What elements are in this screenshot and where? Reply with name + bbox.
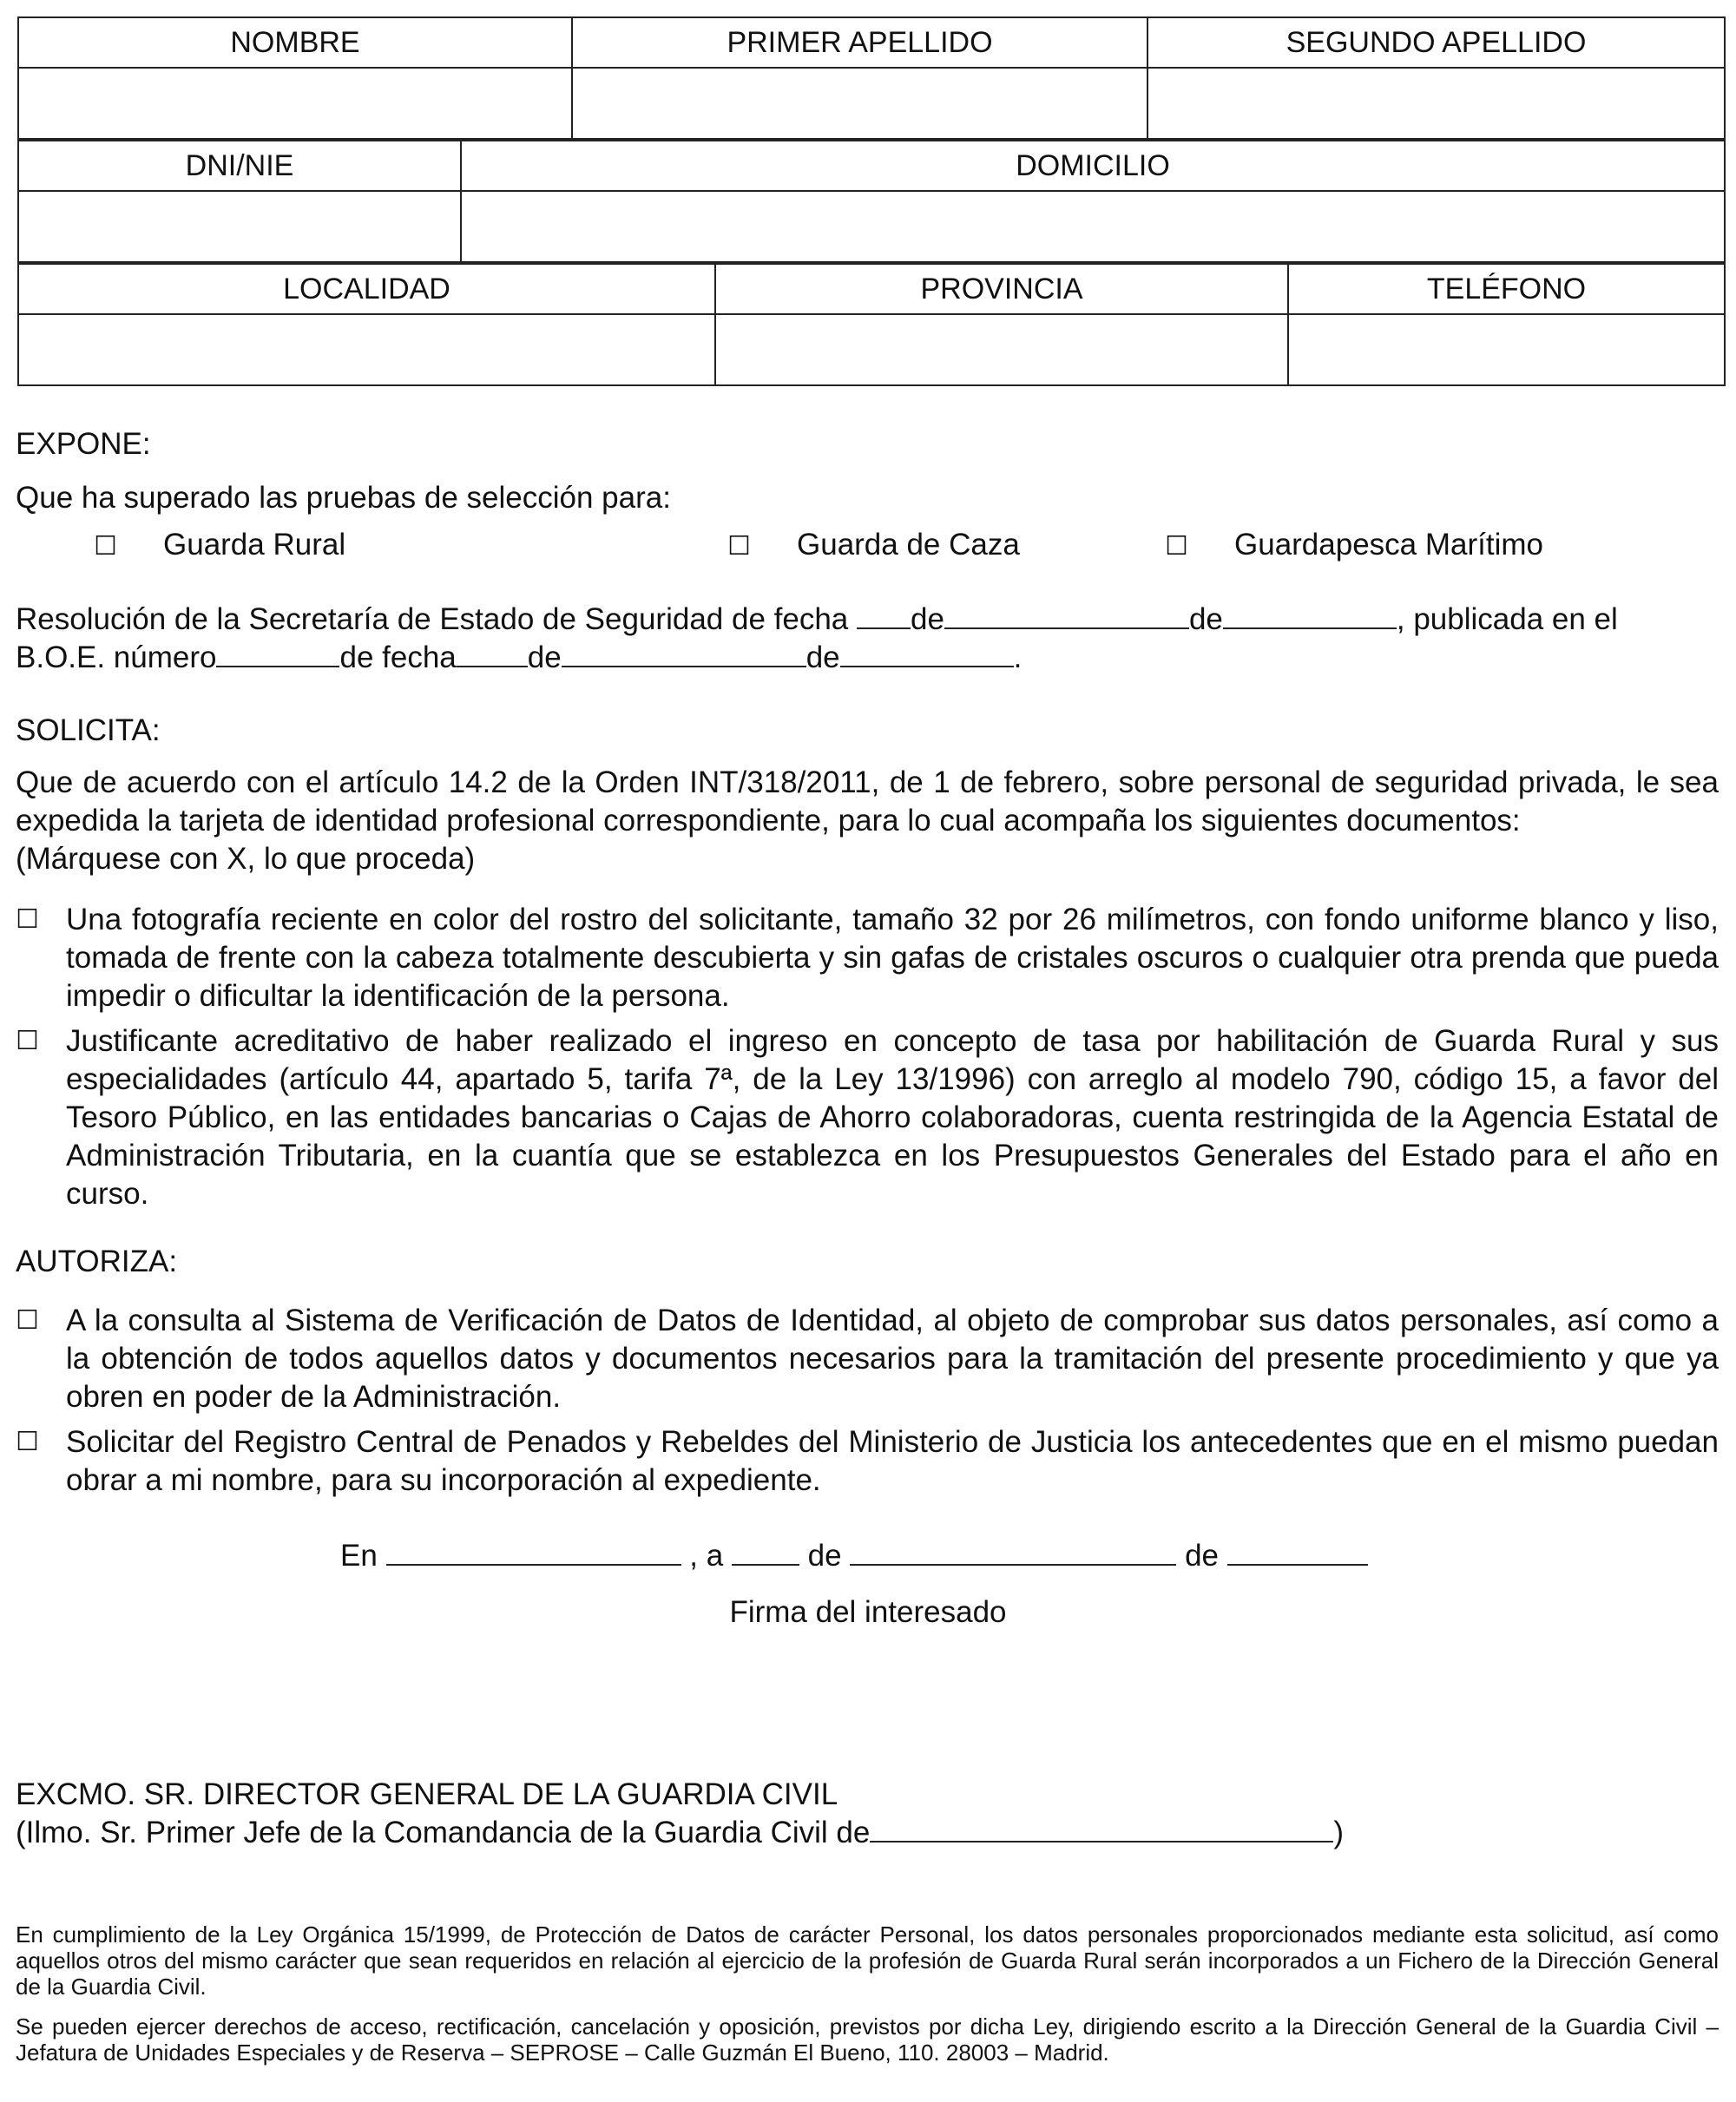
field-segundo-apellido[interactable]	[1147, 68, 1725, 139]
word-de: de	[806, 640, 840, 674]
blank-month[interactable]	[850, 1538, 1176, 1566]
label-segundo-apellido: SEGUNDO APELLIDO	[1147, 17, 1725, 68]
field-primer-apellido[interactable]	[572, 68, 1147, 139]
label-nombre: NOMBRE	[18, 17, 572, 68]
personal-data-table-row3	[17, 263, 1726, 386]
word-de: de	[911, 602, 944, 636]
firma-label: Firma del interesado	[729, 1595, 1007, 1629]
boe-label: B.O.E. número	[16, 640, 217, 674]
blank-comandancia[interactable]	[870, 1815, 1333, 1843]
resolution-line	[16, 601, 1719, 639]
field-nombre[interactable]	[18, 68, 572, 139]
personal-data-table-row2	[17, 140, 1726, 263]
label-dni-nie: DNI/NIE	[18, 141, 461, 191]
personal-data-table-row1	[17, 16, 1726, 140]
blank-month[interactable]	[944, 601, 1189, 629]
boe-line	[16, 639, 1022, 677]
field-telefono[interactable]	[1288, 314, 1725, 385]
footer-privacy: En cumplimiento de la Ley Orgánica 15/1999, de Protección de Datos de carácter Personal, los datos personales proporcionados mediante esta solicitud, así como aquellos otros del mismo carácter que sean requeridos en relación al ejercicio de la profesión de Guarda Rural serán incorporados a un Fichero de la Dirección General de la Guardia Civil.	[16, 1921, 1719, 2000]
blank-boe-month[interactable]	[562, 640, 806, 667]
place-date-line	[340, 1537, 1368, 1575]
option-guarda-de-caza[interactable]	[727, 526, 1020, 566]
doc-item-justificante[interactable]	[16, 1022, 1719, 1213]
addressee-line1: EXCMO. SR. DIRECTOR GENERAL DE LA GUARDIA CIVIL	[16, 1777, 838, 1811]
period: .	[1013, 640, 1023, 674]
expone-intro: Que ha superado las pruebas de selección para:	[16, 481, 671, 515]
checkbox-icon[interactable]: ☐	[1165, 531, 1188, 562]
doc-item-fotografia[interactable]	[16, 901, 1719, 1015]
field-localidad[interactable]	[18, 314, 715, 385]
auth-item-verificacion[interactable]	[16, 1302, 1719, 1416]
label-domicilio: DOMICILIO	[461, 141, 1725, 191]
word-de: de	[1185, 1539, 1220, 1573]
checkbox-icon[interactable]: ☐	[16, 1026, 39, 1056]
field-domicilio[interactable]	[461, 191, 1725, 262]
doc-item-text: Una fotografía reciente en color del rostro del solicitante, tamaño 32 por 26 milímetros, con fondo uniforme blanco y liso, tomada de frente con la cabeza totalmente descubierta y sin gafas de cristales oscuros o cualquier otra prenda que pueda impedir o dificultar la identificación de la persona.	[66, 903, 1719, 1013]
auth-item-text: A la consulta al Sistema de Verificación de Datos de Identidad, al objeto de comprobar sus datos personales, así como a la obtención de todos aquellos datos y documentos necesarios para la tramitación del presente procedimiento y que ya obren en poder de la Administración.	[66, 1304, 1719, 1414]
auth-item-penados[interactable]	[16, 1423, 1719, 1500]
blank-day[interactable]	[732, 1538, 799, 1566]
label-provincia: PROVINCIA	[715, 264, 1288, 314]
footer-rights: Se pueden ejercer derechos de acceso, rectificación, cancelación y oposición, previstos por dicha Ley, dirigiendo escrito a la Dirección General de la Guardia Civil – Jefatura de Unidades Especiales y de Reserva – SEPROSE – Calle Guzmán El Bueno, 110. 28003 – Madrid.	[16, 2013, 1719, 2066]
autoriza-heading: AUTORIZA:	[16, 1245, 178, 1278]
word-de: de	[1188, 602, 1223, 636]
option-guardapesca-maritimo[interactable]	[1165, 526, 1543, 566]
checkbox-icon[interactable]: ☐	[16, 1427, 39, 1457]
word-a: , a	[689, 1539, 724, 1573]
label-primer-apellido: PRIMER APELLIDO	[572, 17, 1147, 68]
addressee-line2	[16, 1814, 1344, 1852]
option-label: Guarda Rural	[163, 528, 346, 562]
closing-paren: )	[1333, 1816, 1344, 1849]
addressee-text: (Ilmo. Sr. Primer Jefe de la Comandancia de la Guardia Civil de	[16, 1816, 871, 1849]
field-dni-nie[interactable]	[18, 191, 461, 262]
blank-boe-number[interactable]	[216, 640, 339, 667]
solicita-note: (Márquese con X, lo que proceda)	[16, 842, 476, 876]
solicita-text: Que de acuerdo con el artículo 14.2 de la Orden INT/318/2011, de 1 de febrero, sobre personal de seguridad privada, le sea expedida la tarjeta de identidad profesional correspondiente, para lo cual acompaña los siguientes documentos:	[16, 765, 1719, 838]
word-de: de	[527, 640, 562, 674]
checkbox-icon[interactable]: ☐	[94, 531, 117, 562]
checkbox-icon[interactable]: ☐	[16, 1305, 39, 1336]
word-en: En	[340, 1539, 378, 1573]
option-label: Guarda de Caza	[797, 528, 1020, 562]
doc-item-text: Justificante acreditativo de haber realizado el ingreso en concepto de tasa por habilitación de Guarda Rural y sus especialidades (artículo 44, apartado 5, tarifa 7ª, de la Ley 13/1996) con arreglo al modelo 790, código 15, a favor del Tesoro Público, en las entidades bancarias o Cajas de Ahorro colaboradoras, cuenta restringida de la Agencia Estatal de Administración Tributaria, en la cuantía que se establezca en los Presupuestos Generales del Estado para el año en curso.	[66, 1024, 1719, 1211]
resolution-text: Resolución de la Secretaría de Estado de Seguridad de fecha	[16, 602, 849, 636]
field-provincia[interactable]	[715, 314, 1288, 385]
resolution-end: , publicada en el	[1396, 602, 1618, 636]
option-guarda-rural[interactable]	[94, 526, 345, 566]
label-telefono: TELÉFONO	[1288, 264, 1725, 314]
option-label: Guardapesca Marítimo	[1234, 528, 1543, 562]
blank-year[interactable]	[1227, 1538, 1368, 1566]
label-localidad: LOCALIDAD	[18, 264, 715, 314]
blank-boe-year[interactable]	[840, 640, 1014, 667]
expone-heading: EXPONE:	[16, 427, 151, 461]
blank-place[interactable]	[386, 1538, 681, 1566]
checkbox-icon[interactable]: ☐	[16, 904, 39, 935]
checkbox-icon[interactable]: ☐	[727, 531, 751, 562]
solicita-heading: SOLICITA:	[16, 713, 161, 747]
blank-day[interactable]	[857, 601, 911, 629]
blank-year[interactable]	[1223, 601, 1397, 629]
auth-item-text: Solicitar del Registro Central de Penados y Rebeldes del Ministerio de Justicia los antecedentes que en el mismo puedan obrar a mi nombre, para su incorporación al expediente.	[66, 1425, 1719, 1497]
blank-boe-day[interactable]	[457, 640, 528, 667]
word-de: de	[807, 1539, 842, 1573]
boe-date-label: de fecha	[339, 640, 457, 674]
